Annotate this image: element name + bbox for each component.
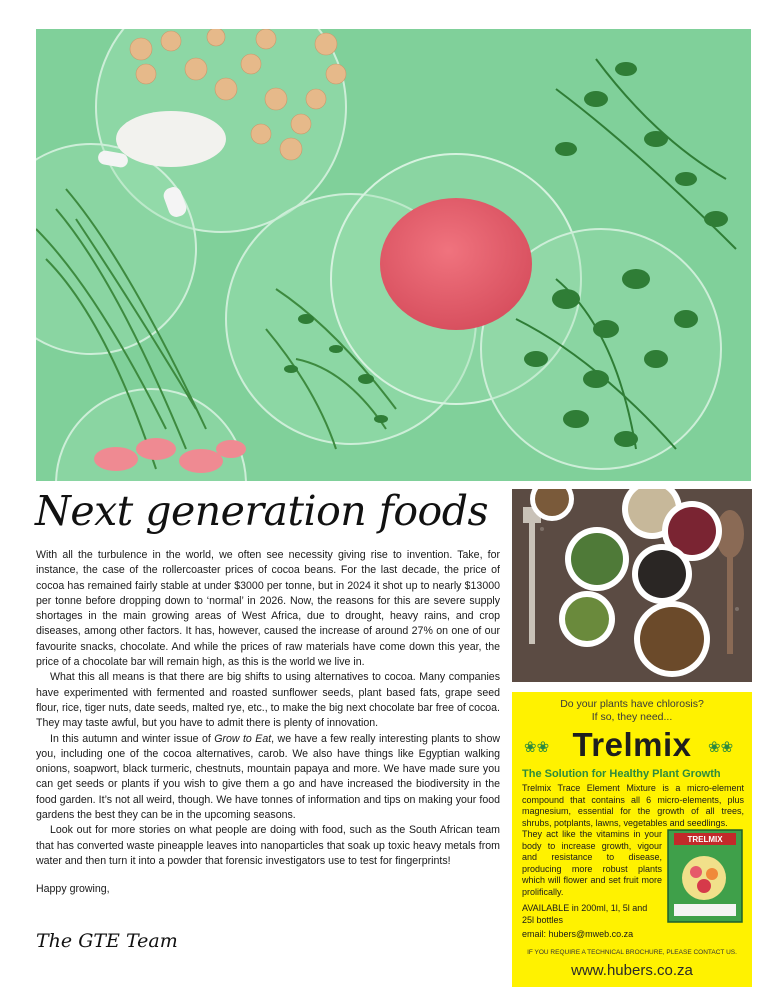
product-label: TRELMIX — [687, 835, 723, 844]
signature: The GTE Team — [36, 930, 178, 952]
food-photo — [512, 489, 752, 682]
trelmix-advertisement[interactable] — [512, 692, 752, 987]
ad-brand: Trelmix — [572, 726, 692, 763]
article-paragraph: Look out for more stories on what people are doing with food, such as the South African team that has converted waste pineapple leaves into nanoparticles that soak up toxic heavy metals from water and then turn it into a powder that forensic investigators use to test for fingerprints! — [36, 824, 500, 867]
ad-description: Trelmix Trace Element Mixture is a micro-element compound that contains all 6 micro-elements, plus magnesium, essential for the growth of all trees, shrubs, potplants, lawns, vegetables and seedlings. — [522, 783, 744, 828]
food-illustration — [512, 489, 752, 682]
ad-availability: AVAILABLE in 200ml, 1l, 5l and 25l bottles — [522, 903, 648, 925]
text-span: In this autumn and winter issue of — [50, 732, 215, 745]
article-paragraph: What this all means is that there are big shifts to using alternatives to cocoa. Many companies have experimented with fermented and roasted sunflower seeds, plant based fats, grape seed flour, rice, tiger nuts, date seeds, malted rye, etc., to make the big next chocolate bar free of cocoa. They may taste awful, but you have to admit there is plenty of innovation. — [36, 671, 500, 730]
ad-website-link[interactable]: www.hubers.co.za — [571, 962, 693, 979]
hero-photo — [36, 29, 751, 481]
flower-icon: ❀❀ — [708, 739, 734, 756]
ad-technical-note: IF YOU REQUIRE A TECHNICAL BROCHURE, PLEASE CONTACT US. — [527, 949, 737, 956]
cultured-meat — [380, 198, 532, 330]
text-span: , we have a few really interesting plants to show you, including one of the cocoa alternatives, carob. We also have things like Egyptian walking onions, soapwort, black turmeric, chestnuts, mountain papaya and more. We have made sure you can get seeds or plants if you wish to give them a go and have increased the biodiversity in the food garden. It’s not all weird, though. We have tonnes of information and tips on making your food gardens the best they can be in the upcoming seasons. — [36, 732, 500, 822]
closing-line: Happy growing, — [36, 883, 110, 896]
fork — [529, 519, 535, 644]
ad-email-link[interactable]: email: hubers@mweb.co.za — [522, 929, 634, 939]
white-powder — [116, 111, 226, 167]
bowl — [632, 544, 692, 604]
article-paragraph — [36, 732, 500, 824]
ad-description: They act like the vitamins in your body to increase growth, vigour and resistance to disease, producing more robust plants which will flower and set fruit more prolifically. — [522, 829, 662, 897]
magazine-name: Grow to Eat — [214, 732, 272, 745]
article-body — [36, 548, 500, 898]
ad-question: If so, they need... — [591, 711, 673, 723]
product-box — [666, 828, 744, 924]
page-title: Next generation foods — [35, 487, 489, 535]
bowl — [565, 527, 629, 591]
article-paragraph: With all the turbulence in the world, we often see necessity giving rise to invention. Take, for instance, the case of the rollercoaster prices of cocoa beans. For the last decade, the price of cocoa has remained fairly stable at under $3000 per tonne, but in 2024 it shot up to nearly $13000 per tonne before dropping down to ‘normal’ in 2026. Now, the reasons for this are severe supply shortages in the main growing areas of West Africa, due to drought, heavy rains, and crop diseases, among other factors. It has, however, caused the increase of around 27% on one of our favourite snacks, chocolate. And while the prices of raw materials have come down this year, the price of a chocolate bar will remain high, as this is the world we live in. — [36, 549, 500, 669]
flower-icon: ❀❀ — [524, 739, 550, 756]
ad-question: Do your plants have chlorosis? — [560, 698, 704, 710]
bowl — [559, 591, 615, 647]
bowl — [634, 601, 710, 677]
ad-subtitle: The Solution for Healthy Plant Growth — [522, 768, 721, 780]
product-illustration — [666, 828, 744, 924]
hero-illustration — [36, 29, 751, 481]
